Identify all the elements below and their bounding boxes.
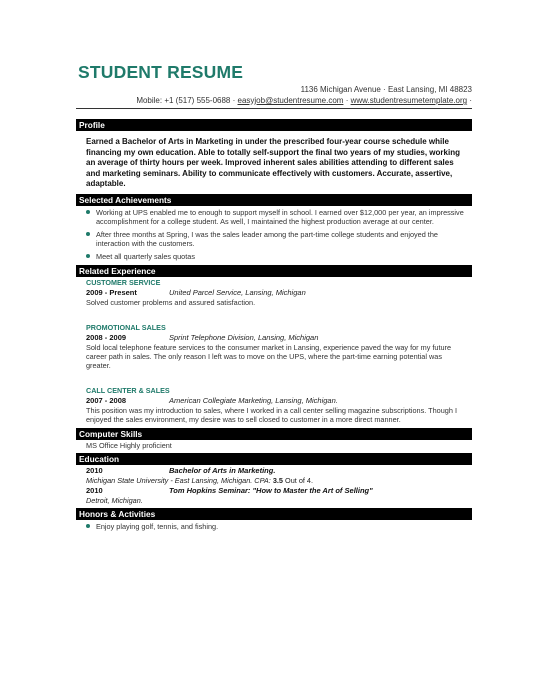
job-entry-call-center [76,371,472,429]
email-link[interactable]: easyjob@studentresume.com [237,96,344,105]
achievements-list [76,206,472,266]
job-title: PROMOTIONAL SALES [86,322,166,332]
education-detail: Detroit, Michigan. [86,496,143,506]
section-experience: Related Experience [76,265,472,277]
section-honors: Honors & Activities [76,508,472,520]
contact-line [76,95,472,106]
section-computer-skills: Computer Skills [76,428,472,440]
education-list [76,465,472,508]
education-row [86,466,462,476]
skills-text: MS Office Highly proficient [86,441,172,451]
education-year: 2010 [86,486,103,496]
profile-text: Earned a Bachelor of Arts in Marketing in under the prescribed four-year course schedule while financing my own education. Able to totally self-support the final two years of my studies, working an average of thirty hours per week. Improved inherent sales abilities attending to different sales and marketing seminars. Ability to communicate effectively with customers. Accurate, assertive, adaptable. [86,137,460,188]
job-header [86,396,462,406]
bullet-icon [86,254,90,258]
job-header [86,288,462,298]
list-item: Enjoy playing golf, tennis, and fishing. [86,522,472,532]
resume-title: STUDENT RESUME [78,62,244,82]
job-description: Sold local telephone feature services to the consumer market in Lansing, experience paved the way for my future career path in sales. The only reason I left was to move on the UPS, where the part-time earning potential was greater. [86,342,452,371]
honors-list [76,520,472,536]
resume-page [76,62,472,536]
contact-address: 1136 Michigan Avenue · East Lansing, MI 48823 [300,85,472,94]
job-entry-customer-service [76,277,472,307]
job-title: CALL CENTER & SALES [86,385,170,395]
job-entry-promotional-sales [76,308,472,371]
job-description: This position was my introduction to sales, where I worked in a call center selling magazine subscriptions. Though I enjoyed the sales environment, my desire was to sell closed to customer in a more direct manner. [86,405,457,424]
education-degree: Tom Hopkins Seminar: "How to Master the Art of Selling" [169,486,373,496]
section-education: Education [76,453,472,465]
job-organization: American Collegiate Marketing, Lansing, Michigan. [169,395,338,405]
job-dates: 2009 - Present [86,288,137,298]
job-header [86,333,462,343]
list-item: After three months at Spring, I was the sales leader among the part-time college students and enjoyed the interaction with the customers. [86,230,472,249]
website-link[interactable]: www.studentresumetemplate.org [350,96,468,105]
section-achievements: Selected Achievements [76,194,472,206]
education-detail: Michigan State University - East Lansing, Michigan. CPA: 3.5 Out of 4. [86,476,314,486]
education-year: 2010 [86,466,103,476]
gpa-value: 3.5 [272,476,283,486]
list-item: Working at UPS enabled me to enough to support myself in school. I earned over $12,000 per year, an impressive accomplishment for a college student. As well, I maintained the highest production average at our center. [86,208,472,227]
job-organization: United Parcel Service, Lansing, Michigan [169,288,306,298]
job-description: Solved customer problems and assured satisfaction. [86,298,256,308]
contact-separator: · [345,96,349,105]
job-organization: Sprint Telephone Division, Lansing, Michigan [169,332,319,342]
job-dates: 2007 - 2008 [86,395,127,405]
job-title: CUSTOMER SERVICE [86,278,161,288]
bullet-icon [86,232,90,236]
contact-end: · [469,96,472,105]
bullet-icon [86,210,90,214]
section-profile: Profile [76,119,472,131]
education-row [86,486,462,496]
job-dates: 2008 - 2009 [86,332,127,342]
header-rule [76,108,472,109]
bullet-icon [86,524,90,528]
education-degree: Bachelor of Arts in Marketing. [169,466,276,476]
list-item: Meet all quarterly sales quotas [86,252,472,262]
contact-mobile: Mobile: +1 (517) 555-0688 · [136,96,236,105]
